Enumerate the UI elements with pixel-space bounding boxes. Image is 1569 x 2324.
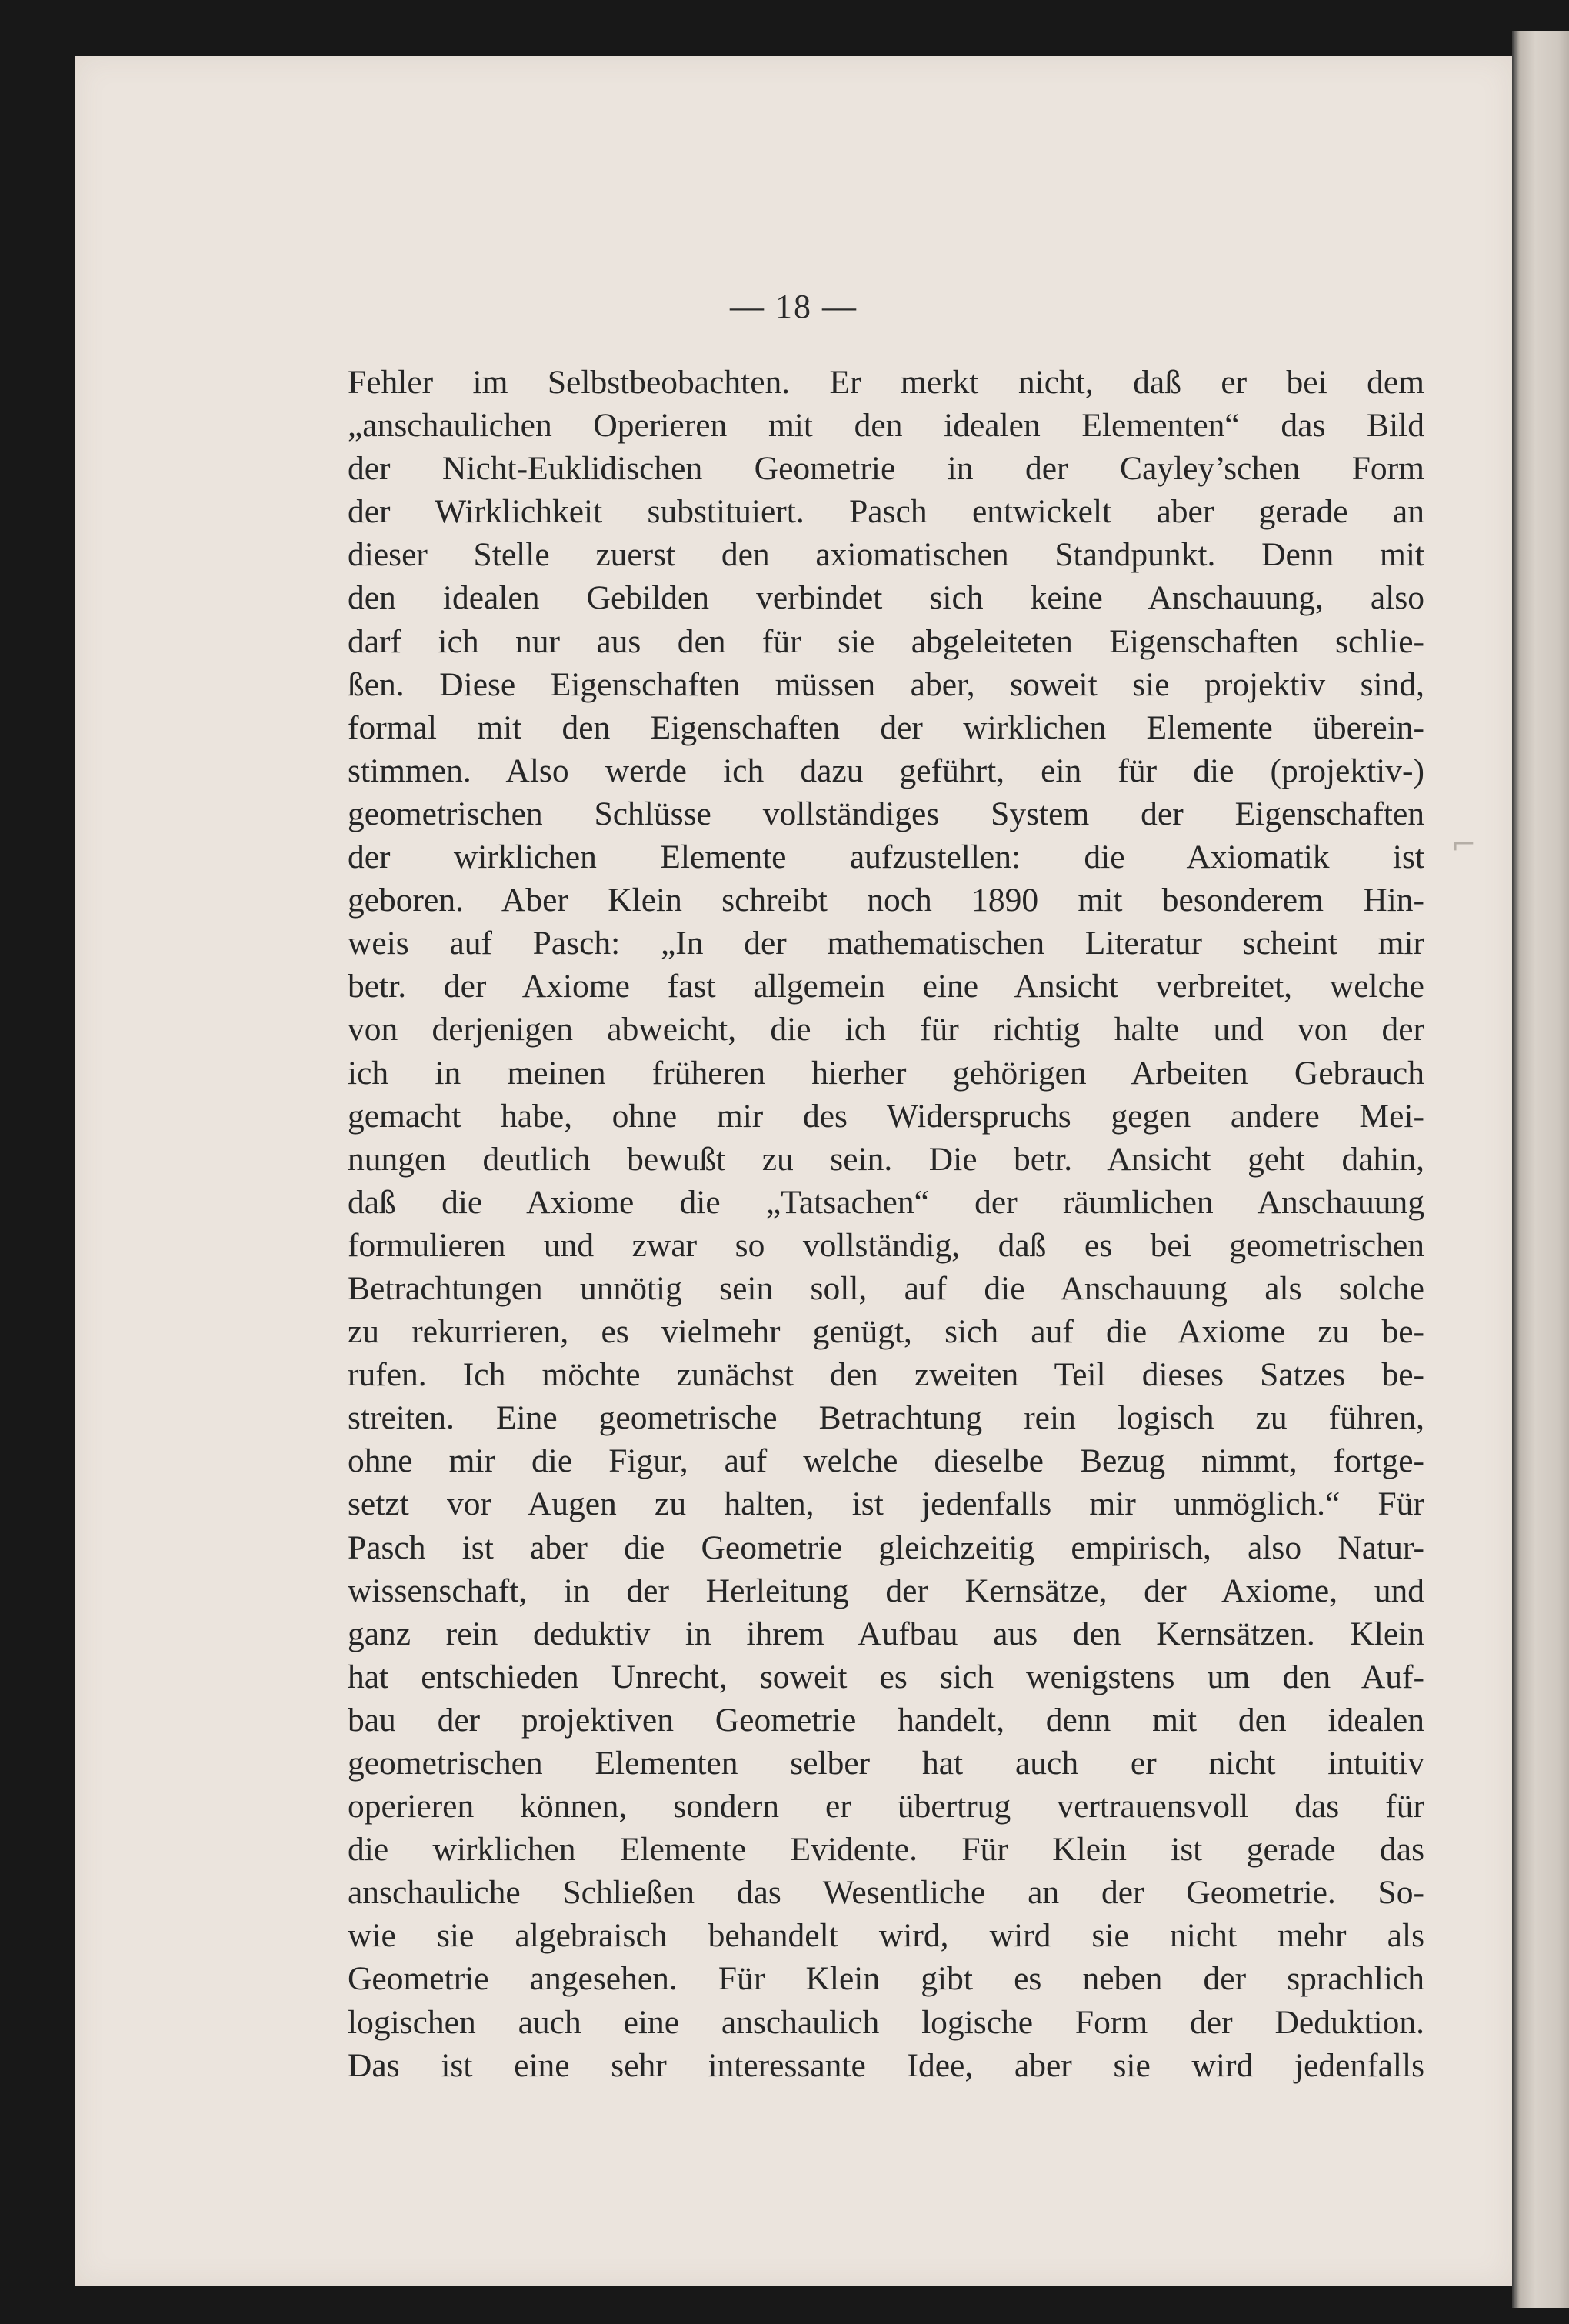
text-line: Pasch ist aber die Geometrie gleichzeitig empirisch, also Natur-: [348, 1529, 1424, 1566]
text-line: wissenschaft, in der Herleitung der Kernsätze, der Axiome, und: [348, 1572, 1424, 1609]
text-line: bau der projektiven Geometrie handelt, denn mit den idealen: [348, 1701, 1424, 1739]
text-line: geometrischen Elementen selber hat auch er nicht intuitiv: [348, 1745, 1424, 1782]
text-line: streiten. Eine geometrische Betrachtung rein logisch zu führen,: [348, 1399, 1424, 1437]
text-line: Geometrie angesehen. Für Klein gibt es neben der sprachlich: [348, 1960, 1424, 1998]
margin-smudge: ⌐: [1451, 827, 1477, 862]
text-line: anschauliche Schließen das Wesentliche an der Geometrie. So-: [348, 1874, 1424, 1912]
text-line: gemacht habe, ohne mir des Widerspruchs gegen andere Mei-: [348, 1097, 1424, 1135]
text-line: geometrischen Schlüsse vollständiges System der Eigenschaften: [348, 795, 1424, 832]
text-line: stimmen. Also werde ich dazu geführt, ein für die (projektiv-): [348, 752, 1424, 789]
text-line: wie sie algebraisch behandelt wird, wird sie nicht mehr als: [348, 1917, 1424, 1955]
text-line: der Nicht-Euklidischen Geometrie in der Cayley’schen Form: [348, 450, 1424, 488]
text-line: die wirklichen Elemente Evidente. Für Klein ist gerade das: [348, 1831, 1424, 1869]
text-line: formulieren und zwar so vollständig, daß es bei geometrischen: [348, 1226, 1424, 1264]
text-line: darf ich nur aus den für sie abgeleiteten Eigenschaften schlie-: [348, 622, 1424, 660]
text-line: setzt vor Augen zu halten, ist jedenfalls mir unmöglich.“ Für: [348, 1485, 1424, 1523]
text-line: ich in meinen früheren hierher gehörigen Arbeiten Gebrauch: [348, 1054, 1424, 1092]
text-line: „anschaulichen Operieren mit den idealen Elementen“ das Bild: [348, 407, 1424, 445]
text-line: ohne mir die Figur, auf welche dieselbe Bezug nimmt, fortge-: [348, 1442, 1424, 1480]
text-line: der Wirklichkeit substituiert. Pasch entwickelt aber gerade an: [348, 493, 1424, 531]
text-line: operieren können, sondern er übertrug vertrauensvoll das für: [348, 1788, 1424, 1826]
text-line: formal mit den Eigenschaften der wirklichen Elemente überein-: [348, 709, 1424, 746]
text-line: den idealen Gebilden verbindet sich keine Anschauung, also: [348, 579, 1424, 617]
text-line: daß die Axiome die „Tatsachen“ der räumlichen Anschauung: [348, 1183, 1424, 1221]
text-line: weis auf Pasch: „In der mathematischen Literatur scheint mir: [348, 925, 1424, 962]
body-text: [348, 361, 1424, 2087]
text-line: dieser Stelle zuerst den axiomatischen Standpunkt. Denn mit: [348, 536, 1424, 574]
text-line: Betrachtungen unnötig sein soll, auf die Anschauung als solche: [348, 1269, 1424, 1307]
text-line: ganz rein deduktiv in ihrem Aufbau aus den Kernsätzen. Klein: [348, 1615, 1424, 1652]
text-line: hat entschieden Unrecht, soweit es sich wenigstens um den Auf-: [348, 1658, 1424, 1695]
text-line: betr. der Axiome fast allgemein eine Ansicht verbreitet, welche: [348, 968, 1424, 1005]
text-line: ßen. Diese Eigenschaften müssen aber, soweit sie projektiv sind,: [348, 665, 1424, 703]
text-line: zu rekurrieren, es vielmehr genügt, sich auf die Axiome zu be-: [348, 1313, 1424, 1351]
book-spine: [1512, 31, 1569, 2308]
text-line: logischen auch eine anschaulich logische Form der Deduktion.: [348, 2003, 1424, 2041]
text-line: rufen. Ich möchte zunächst den zweiten Teil dieses Satzes be-: [348, 1356, 1424, 1394]
text-line: geboren. Aber Klein schreibt noch 1890 mit besonderem Hin-: [348, 882, 1424, 919]
text-line: von derjenigen abweicht, die ich für richtig halte und von der: [348, 1011, 1424, 1049]
page-number: — 18 —: [730, 288, 858, 325]
book-page: [75, 56, 1512, 2286]
text-line: Fehler im Selbstbeobachten. Er merkt nicht, daß er bei dem: [348, 364, 1424, 401]
text-line: nungen deutlich bewußt zu sein. Die betr. Ansicht geht dahin,: [348, 1140, 1424, 1178]
text-line: der wirklichen Elemente aufzustellen: die Axiomatik ist: [348, 839, 1424, 876]
text-line: Das ist eine sehr interessante Idee, aber sie wird jedenfalls: [348, 2046, 1424, 2084]
